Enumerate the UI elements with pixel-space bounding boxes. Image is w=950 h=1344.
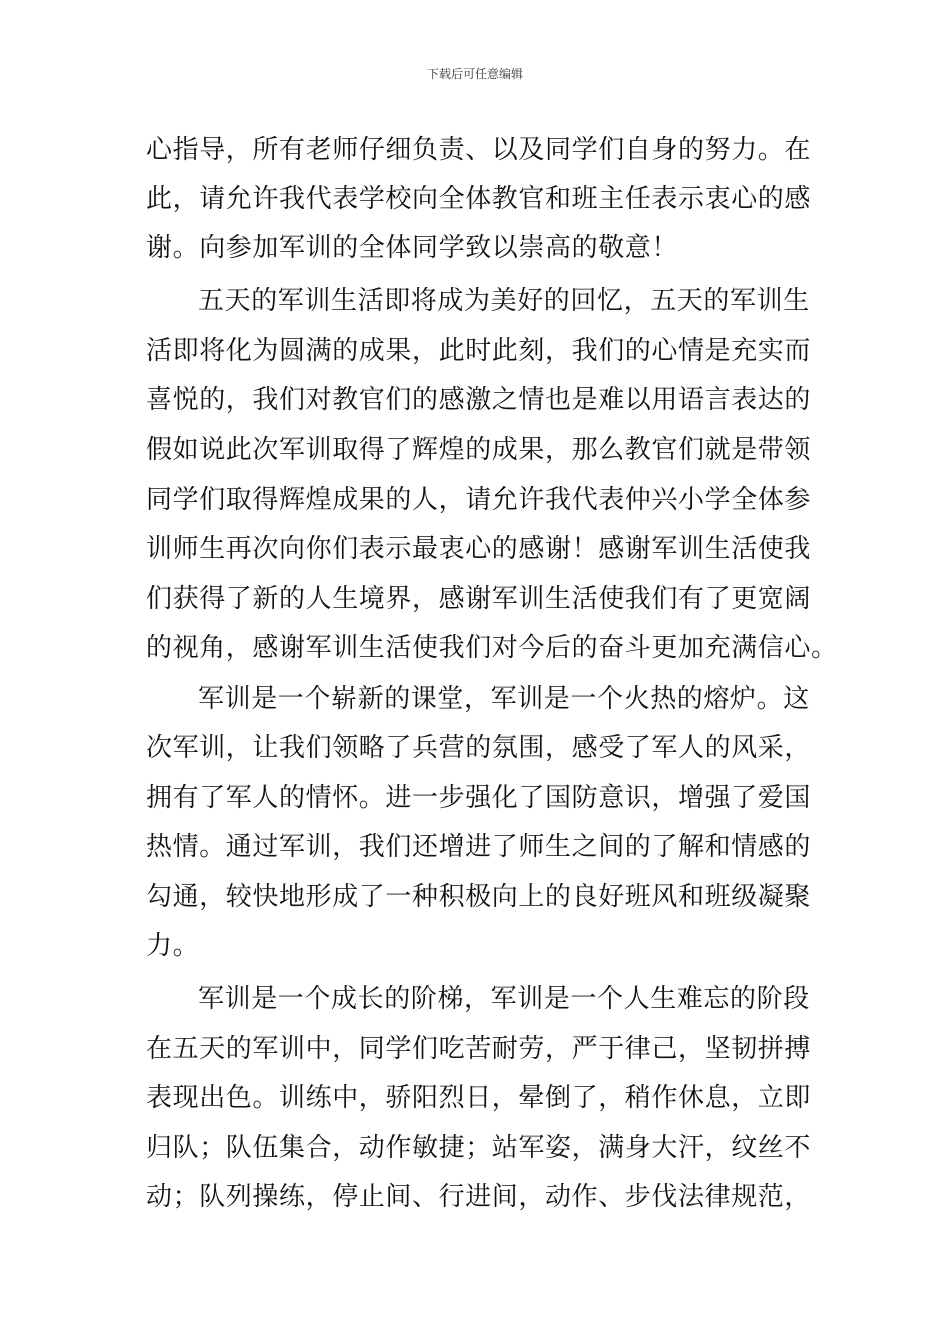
text-line: 此，请允许我代表学校向全体教官和班主任表示衷心的感 (146, 184, 812, 214)
text-line: 表现出色。训练中，骄阳烈日，晕倒了，稍作休息，立即 (146, 1083, 812, 1113)
text-line: 拥有了军人的情怀。进一步强化了国防意识，增强了爱国 (146, 783, 812, 813)
text-line: 在五天的军训中，同学们吃苦耐劳，严于律己，坚韧拼搏 (146, 1034, 812, 1064)
text-line: 归队；队伍集合，动作敏捷；站军姿，满身大汗，纹丝不 (146, 1133, 812, 1163)
text-line: 同学们取得辉煌成果的人，请允许我代表仲兴小学全体参 (146, 485, 812, 515)
text-line: 假如说此次军训取得了辉煌的成果，那么教官们就是带领 (146, 435, 812, 465)
text-line: 力。 (146, 931, 200, 961)
text-line: 勾通，较快地形成了一种积极向上的良好班风和班级凝聚 (146, 882, 812, 912)
text-line: 的视角，感谢军训生活使我们对今后的奋斗更加充满信心。 (146, 633, 838, 663)
text-line: 活即将化为圆满的成果，此时此刻，我们的心情是充实而 (146, 336, 812, 366)
text-line: 热情。通过军训，我们还增进了师生之间的了解和情感的 (146, 832, 812, 862)
text-line: 军训是一个崭新的课堂，军训是一个火热的熔炉。这 (198, 684, 810, 714)
text-line: 动；队列操练，停止间、行进间，动作、步伐法律规范， (146, 1182, 812, 1212)
text-line: 次军训，让我们领略了兵营的氛围，感受了军人的风采， (146, 733, 812, 763)
text-line: 五天的军训生活即将成为美好的回忆，五天的军训生 (198, 286, 810, 316)
page-header: 下载后可任意编辑 (426, 67, 523, 81)
text-line: 谢。向参加军训的全体同学致以崇高的敬意！ (146, 233, 679, 263)
text-line: 军训是一个成长的阶梯，军训是一个人生难忘的阶段 (198, 984, 810, 1014)
text-line: 们获得了新的人生境界，感谢军训生活使我们有了更宽阔 (146, 584, 812, 614)
text-line: 心指导，所有老师仔细负责、以及同学们自身的努力。在 (146, 135, 812, 165)
text-line: 喜悦的，我们对教官们的感激之情也是难以用语言表达的 (146, 385, 812, 415)
text-line: 训师生再次向你们表示最衷心的感谢！感谢军训生活使我 (146, 534, 812, 564)
